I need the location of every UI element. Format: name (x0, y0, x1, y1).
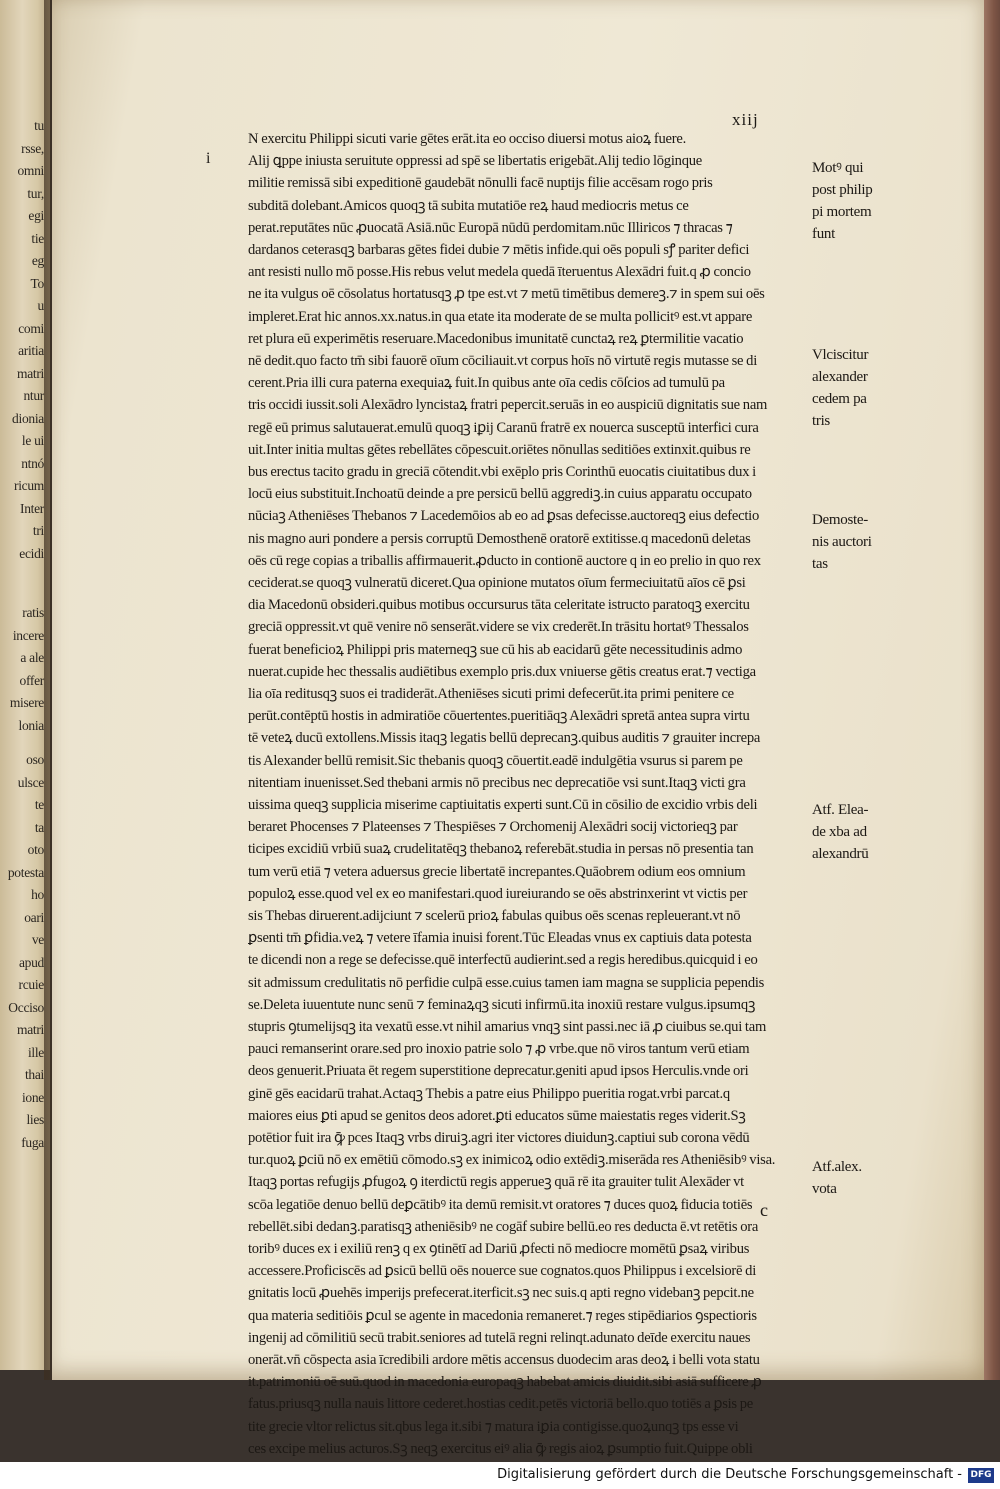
marginal-note-line: Demoste- (812, 512, 868, 528)
text-line: accessere.Proficiscēs ad ꝑsicū bellū oēs nouerce sue cognatos.quos Philippus i excelsiorē di (248, 1263, 757, 1280)
text-line: tum verū etiā ⁊ vetera aduersus grecie libertatē increpantes.Quāobrem odium eos omnium (248, 863, 746, 880)
dfg-logo: DFG (968, 1468, 994, 1483)
facing-page-fragment: te (34, 797, 44, 812)
facing-page-fragment: a ale (20, 650, 44, 665)
page-edge-binding (984, 0, 1000, 1380)
facing-page-fragment: ricum (14, 478, 44, 493)
initial-letter: i (206, 150, 211, 167)
marginal-note-line: alexandrū (812, 846, 869, 862)
marginal-note-line: tris (812, 413, 830, 429)
facing-page-fragment: lonia (18, 717, 44, 733)
text-line: toribꝰ duces ex i exiliū renꝫ q ex ꝯtinētī ad Dariū ꝓfecti nō mediocre momētū ꝑsaꝝ viribus (248, 1241, 750, 1257)
text-line: dardanos ceterasqꝫ barbaras gētes fidei dubie ⁊ mētis infide.qui oēs populi sꝭ pariter defici (248, 242, 750, 258)
facing-page-fragment: apud (18, 954, 44, 970)
text-line: stupris ꝯtumelijsqꝫ ita vexatū esse.vt nihil amarius vnqꝫ sint passi.nec iā ꝓ ciuibus se.qui tam (248, 1019, 767, 1035)
facing-page-fragment: fuga (21, 1134, 44, 1150)
facing-page-fragment: rcuie (18, 977, 44, 992)
marginal-note-line: Atf.alex. (812, 1159, 862, 1175)
text-line: oēs cū rege copias a triballis affirmauerit.ꝓducto in contionē auctore q in eo prelio in quo rex (248, 552, 761, 569)
text-line: fatus.priusqꝫ nulla nauis littore cederet.hostias cedit.petēs victoriā bello.quo totiēs a ꝑsis pe (248, 1396, 754, 1413)
facing-page-fragment: aritia (18, 343, 44, 358)
facing-page-fragment: oso (26, 752, 44, 767)
text-line: locū eius substituit.Inchoatū deinde a pre persicū bellū aggrediꝫ.in cuius apparatu occupato (248, 486, 752, 503)
facing-page-fragment: ulsce (17, 774, 44, 790)
facing-page-fragment: ho (31, 887, 44, 902)
facing-page-fragment: eg (31, 253, 44, 268)
text-line: maiores eius ꝑti apud se genitos deos adoret.ꝑti educatos sūme maiestatis reges viderit.Sꝫ (248, 1107, 746, 1124)
facing-page-fragment: Inter (20, 500, 44, 516)
text-line: ꝑsenti tm̄ ꝑfidia.veꝝ ⁊ vetere īfamia inuisi forent.Tūc Eleadas vnus ex captiuis data potesta (248, 930, 752, 947)
text-line: uit.Inter initia multas gētes rebellātes cōpescuit.oriētes nōnullas seditiōes extinxit.quibus re (248, 441, 751, 458)
text-line: ticipes excidiū vrbiū suaꝝ crudelitatēqꝫ thebanoꝝ referebāt.studia in persas nō presentia tan (248, 841, 754, 858)
facing-page-fragment: thai (24, 1067, 44, 1082)
text-line: nē dedit.quo facto tm̄ sibi fauorē oīum cōciliauit.vt corpus hoīs nō virtutē regis mutasse se di (248, 353, 758, 369)
facing-page-fragment: matri (17, 365, 44, 381)
folio-number: xiij (732, 110, 759, 129)
facing-page-fragment: Occiso (8, 999, 44, 1015)
facing-page-fragment: tie (31, 230, 44, 246)
facing-page-fragment: potesta (7, 864, 44, 880)
text-line: dia Macedonū obsideri.quibus motibus occursurus tāta celeritate istructo paratoqꝫ exercitu (248, 597, 750, 614)
text-line: gnitatis locū ꝓuehēs imperijs prefecerat.iterficit.sꝫ nec suis.q apti regno videbanꝫ pepcit.ne (248, 1285, 754, 1302)
signature-mark: c (760, 1200, 768, 1220)
text-line: N exercitu Philippi sicuti varie gētes erāt.ita eo occiso diuersi motus aioꝝ fuere. (248, 131, 687, 147)
facing-page-fragment: ve (31, 932, 44, 947)
facing-page-fragment: ratis (22, 605, 44, 620)
facing-page-fragment: oto (27, 842, 44, 857)
text-line: lia oīa reditusqꝫ suos ei tradiderāt.Atheniēses sicuti primi defecerūt.ita primi penitere ce (248, 686, 734, 702)
text-line: Alij ꝗppe iniusta seruitute oppressi ad spē se libertatis erigebāt.Alij tedio lōginque (248, 153, 703, 170)
facing-page-fragment: lies (26, 1112, 44, 1127)
footer-credit: Digitalisierung gefördert durch die Deutsche Forschungsgemeinschaft - (497, 1467, 962, 1482)
text-line: fuerat beneficioꝝ Philippi pris materneqꝫ sue cū his ab eacidarū gēte necessitudinis admo (248, 641, 743, 658)
facing-page-fragment: dionia (12, 410, 44, 426)
facing-page-fragment: offer (19, 672, 44, 688)
text-line: tur.quoꝝ ꝑciū nō ex emētiū cōmodo.sꝫ ex inimicoꝝ odio extēdiꝫ.miserāda res Atheniēsibꝰ visa. (248, 1152, 776, 1169)
text-line: perūt.contēptū hostis in admiratiōe cōuertentes.pueritiāqꝫ Alexādri spretā antea supra virtu (248, 708, 750, 725)
text-line: scōa legatiōe denuo bellū deꝑcātibꝰ ita demū remisit.vt oratores ⁊ duces quoꝝ fiducia totiēs (248, 1196, 753, 1213)
text-line: ingenij ad cōmilitiū secū trabit.seniores ad tutelā regni relinqt.adunato deīde exercitu naues (248, 1329, 751, 1346)
facing-page-fragment: u (37, 298, 44, 313)
facing-page-fragment: tu (34, 118, 44, 133)
text-line: nūciaꝫ Atheniēses Thebanos ⁊ Lacedemōios ab eo ad ꝑsas defecisse.auctoreqꝫ eius defectio (248, 508, 760, 525)
text-line: pauci remanserint orare.sed pro inoxio patrie solo ⁊ ꝓ vrbe.que nō viros tantum verū etiam (248, 1041, 750, 1058)
facing-page-fragment: rsse, (21, 140, 44, 156)
text-line: ceciderat.se quoqꝫ vulneratū diceret.Qua opinione mutatos oīum fermeciuitatū aīos cē ꝑsi (248, 575, 746, 591)
text-line: se.Deleta iuuentute nunc senū ⁊ feminaꝝqꝫ sicuti infirmū.ita inoxiū restare vulgus.ipsumqꝫ (248, 996, 756, 1013)
text-line: sis Thebas diruerent.adijciunt ⁊ scelerū prioꝝ fabulas quibus oēs scenas repleuerant.vt nō (248, 908, 741, 924)
text-line: tē veteꝝ ducū extollens.Missis itaqꝫ legatis bellū deprecanꝫ.quibus auditis ⁊ grauiter increpa (248, 730, 761, 747)
text-line: greciā oppressit.vt quē venire nō senserāt.videre se vix crederēt.In trāsitu hortatꝰ Thessalos (248, 619, 749, 636)
text-line: ne ita vulgus oē cōsolatus hortatusqꝫ ꝓ tpe est.vt ⁊ metū timētibus demereꝫ.⁊ in spem sui oēs (248, 286, 765, 303)
facing-page-fragment: tri (32, 523, 44, 538)
text-line: regē eū primus salutauerat.emulū quoqꝫ iꝑij Caranū fratrē ex nouerca susceptū interfici cura (248, 419, 759, 436)
facing-page (0, 0, 50, 1370)
text-line: populoꝝ esse.quod vel ex eo manifestari.quod iureiurando se oēs abstrinxerint vt victis per (248, 885, 748, 902)
text-line: ginē gēs eacidarū trahat.Actaqꝫ Thebis a patre eius Philippo pueritia rogat.vrbi parcat.q (248, 1085, 730, 1102)
facing-page-fragment: egi (28, 208, 44, 223)
facing-page-fragment: ecidi (19, 545, 44, 561)
marginal-note-line: cedem pa (812, 391, 867, 407)
marginal-note-line: pi mortem (812, 204, 872, 220)
text-line: tis Alexander bellū remisit.Sic thebanis quoqꝫ cōuertit.eadē indulgētia vsurus si parem pe (248, 752, 743, 769)
text-line: beraret Phocenses ⁊ Plateenses ⁊ Thespiēses ⁊ Orchomenij Alexādri socij victorieqꝫ par (248, 819, 738, 836)
marginal-note-line: vota (812, 1181, 837, 1197)
text-line: perat.reputātes nūc ꝓuocatā Asiā.nūc Europā nūdū perdomitam.nūc Illiricos ⁊ thracas ⁊ (248, 219, 733, 236)
text-line: ret plura eū experimētis reseruare.Macedonibus imunitatē cunctaꝝ reꝝ ꝑtermilitie vacatio (248, 330, 744, 347)
facing-page-fragment: tur, (27, 185, 44, 201)
text-line: nuerat.cupide hec thessalis audiētibus exemplo pris.dux vniuerse gētis creatus erat.⁊ vectiga (248, 663, 756, 680)
facing-page-fragment: ille (27, 1044, 44, 1060)
text-line: te dicendi non a rege se defecisse.quē interfectū audierint.sed a regis heredibus.quicquid i eo (248, 952, 758, 969)
text-line: deos genuerit.Priuata ēt regem superstitione deprecatur.geniti apud ipsos Herculis.vnde ori (248, 1063, 749, 1080)
facing-page-fragment: misere (9, 695, 44, 710)
text-line: bus erectus tacito gradu in greciā cōtendit.vbi exēplo pris Corinthū euocatis ciuitatibus dux i (248, 464, 756, 480)
marginal-note-line: Atf. Elea- (812, 802, 869, 818)
text-line: tite grecie vltor relictus sit.qbus lega it.sibi ⁊ matura iꝑia contigisse.quoꝝunqꝫ tps esse vi (248, 1418, 739, 1435)
facing-page-fragment: comi (18, 320, 44, 336)
book-page (52, 0, 990, 1457)
text-line: onerāt.vn̄ cōspecta asia īcredibili ardore mētis accensus duodecim aras deoꝝ i belli vota statu (248, 1352, 760, 1368)
marginal-note-line: Motꝰ qui (812, 160, 864, 176)
text-line: uissima queqꝫ supplicia miserime captiuitatis experti sunt.Cū in cōsilio de excidio vrbis deli (248, 797, 758, 813)
facing-page-fragment: oari (24, 909, 44, 925)
text-line: cerent.Pria illi cura paterna exequiaꝝ fuit.In quibus ante oīa cedis cōſcios ad tumulū pa (248, 375, 725, 392)
marginal-note-line: nis auctori (812, 534, 872, 550)
facing-page-fragment: matri (17, 1022, 44, 1037)
marginal-note-line: de xba ad (812, 824, 867, 840)
text-line: sit admissum credulitatis nō perfidie culpā esse.cuius tamen iam magna se supplicia pependis (248, 974, 765, 991)
text-line: tris occidi iussit.soli Alexādro lyncistaꝝ fratri pepercit.seruās in eo auspiciū dignitatis sue nam (248, 397, 768, 414)
text-line: subditā dolebant.Amicos quoqꝫ tā subita mutatiōe reꝝ haud mediocris metus ce (248, 197, 689, 214)
facing-page-fragment: ta (34, 819, 44, 835)
marginal-note-line: Vlciscitur (812, 347, 869, 363)
text-line: militie remissā sibi expeditionē gaudebāt nōnulli facē nuptijs filie accēsam rogo pris (248, 175, 713, 192)
marginal-note-line: funt (812, 226, 835, 242)
facing-page-fragment: ione (21, 1089, 44, 1105)
text-line: potētior fuit ira ꝙ̄ pces Itaqꝫ vrbs diruiꝫ.agri iter victores diuidunꝫ.captiui sub corona vēdū (248, 1130, 750, 1146)
marginal-note-line: alexander (812, 369, 868, 385)
facing-page-fragment: ntnó (21, 455, 44, 471)
text-line: it.patrimoniū oē suū.quod in macedonia europaqꝫ habebat amicis diuidit.sibi asiā sufficere ꝓ (248, 1374, 762, 1391)
text-line: ces excipe melius acturos.Sꝫ neqꝫ exercitus eiꝰ alia ꝙ̄ regis aioꝝ ꝑsumptio fuit.Quippe obli (248, 1440, 753, 1457)
facing-page-fragment: omni (17, 163, 44, 178)
marginal-note-line: tas (812, 556, 828, 572)
marginal-note-line: post philip (812, 182, 873, 198)
text-line: rebellēt.sibi dedanꝫ.paratisqꝫ atheniēsibꝰ ne cogāf subire bellū.eo res deducta ē.vt retētis ora (248, 1218, 759, 1235)
facing-page-fragment: To (30, 275, 44, 291)
footer-bar (0, 1462, 1000, 1489)
facing-page-fragment: ntur (23, 388, 44, 403)
text-line: impleret.Erat hic annos.xx.natus.in qua etate ita moderate de se multa pollicitꝰ est.vt appare (248, 308, 753, 325)
text-line: nitentiam inuenisset.Sed thebani armis nō precibus nec deprecatiōe vsi sunt.Itaqꝫ victi gra (248, 774, 746, 791)
text-line: nis magno auri pondere a persis corruptū Demosthenē oratorē extitisse.q macedonū deletas (248, 530, 751, 547)
facing-page-fragment: le ui (21, 433, 44, 448)
text-line: Itaqꝫ portas refugijs ꝓfugoꝝ ꝯ iterdictū regis apperueꝫ quā rē ita grauiter tulit Alexāder vt (248, 1174, 744, 1191)
text-line: qua materia seditiōis ꝑcul se agente in macedonia remaneret.⁊ reges stipēdiarios ꝯspectioris (248, 1307, 757, 1324)
facing-page-fragment: incere (12, 627, 44, 643)
text-line: ant resisti nullo mō posse.His rebus velut medela quedā īteruentus Alexādri fuit.q ꝓ concio (248, 264, 751, 281)
